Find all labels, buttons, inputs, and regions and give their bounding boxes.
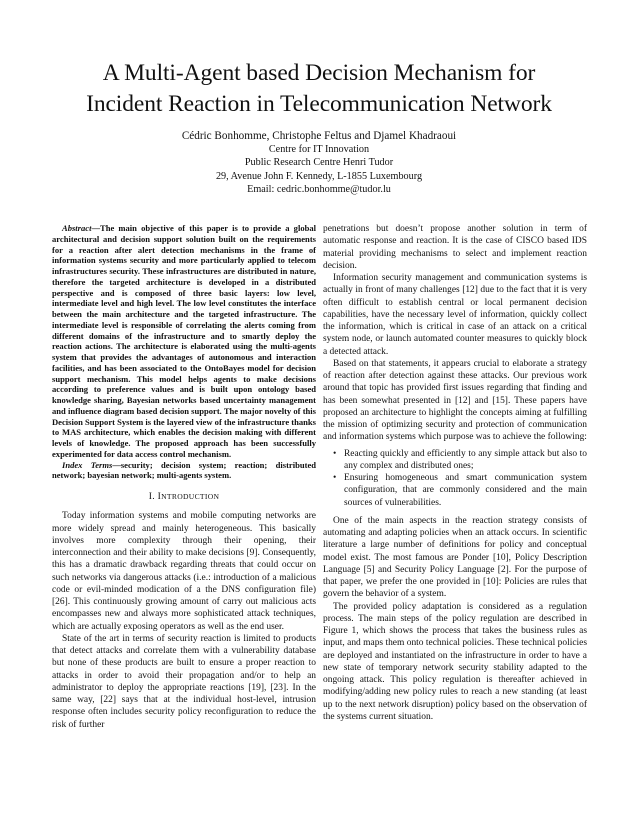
affiliation-line-2: Public Research Centre Henri Tudor (244, 157, 394, 169)
index-terms (52, 460, 316, 482)
section-title-first: I (157, 491, 162, 502)
index-terms-lead: Index Terms (62, 459, 113, 470)
abstract (52, 223, 316, 460)
abstract-lead: Abstract (62, 223, 92, 233)
objectives-list (333, 448, 587, 509)
affiliation-line-3: 29, Avenue John F. Kennedy, L-1855 Luxembourg (215, 170, 423, 182)
title-block (0, 58, 638, 197)
section-number: I. (148, 491, 155, 502)
right-paragraph-3: Based on that statements, it appears crucial to elaborate a strategy of reaction after detection against these attacks. Our previous work around that topic has provided first issues regarding that finding and has been somewhat presented in [12] and [15]. These papers have proposed an architecture to highlight the concepts aiming at fulfilling the mission of optimizing security and protection of communication and information systems which purpose was to achieve the following: (323, 358, 587, 443)
author-list: Cédric Bonhomme, Christophe Feltus and Djamel Khadraoui (181, 130, 457, 142)
list-item-text: Reacting quickly and efficiently to any simple attack but also to any complex and distributed ones; (344, 448, 587, 471)
right-paragraph-4: One of the main aspects in the reaction strategy consists of automating and adapting policies when an attack occurs. In scientific literature a large number of definitions for policy and conceptual model exist. The most famous are Ponder [10], Policy Description Language [5] and Security Policy Language [2]. For the purpose of that paper, we prefer the one provided in [10]: Policies are rules that govern the behavior of a system. (323, 515, 587, 600)
section-heading-introduction (52, 491, 316, 503)
list-item (333, 472, 587, 509)
title-line-1: A Multi-Agent based Decision Mechanism for (102, 60, 536, 86)
right-paragraph-5: The provided policy adaptation is considered as a regulation process. The main steps of the policy regulation are described in Figure 1, which shows the process that takes the business rules as input, and maps them onto technical policies. These technical policies are deployed and instantiated on the infrastructure in order to have a new state of temporary network security stability adapted to the ongoing attack. This policy regulation is thereafter achieved in modifying/adding new policy rules to reach a new standing (at least up to the next network disruption) policy based on the observation of the systems current situation. (323, 601, 587, 722)
right-paragraph-1: penetrations but doesn’t propose another solution in term of automatic response and reaction. It is the case of CISCO based IDS material providing mechanisms to select and implement reaction decision. (323, 224, 587, 271)
section-title-rest: NTRODUCTION (161, 492, 220, 501)
bullet-icon: • (333, 448, 337, 459)
affiliation-line-1: Centre for IT Innovation (268, 144, 370, 155)
title-line-2: Incident Reaction in Telecommunication Network (86, 91, 552, 117)
abstract-text: —The main objective of this paper is to provide a global architectural and decision support solution built on the requirements for a reaction after alert detection mechanisms in the frame of information systems security and more particularly applied to telecom infrastructures security. These infrastructures are distributed in nature, therefore the targeted architecture is developed in a distributed perspective and is composed of three basic layers: low level, intermediate level and high level. The low level constitutes the interface between the main architecture and the targeted infrastructure. The intermediate level is responsible of correlating the alerts coming from different domains of the infrastructure and to smartly deploy the reaction actions. The architecture is elaborated using the multi-agents system that provides the advantages of autonomous and interaction facilities, and has been associated to the OntoBayes model for decision support mechanism. This model helps agents to make decisions according to preference values and is built upon ontology based knowledge sharing, Bayesian networks based uncertainty management and influence diagram based decision support. The major novelty of this Decision Support System is the layered view of the infrastructure thanks to MAS architecture, which enables the decision making with different levels of knowledge. The proposed approach has been successfully experimented for data access control mechanism. (52, 223, 316, 459)
right-paragraph-2: Information security management and communication systems is actually in front of many challenges [12] due to the fact that it is very often difficult to establish central or local permanent decision capabilities, have the necessary level of information, quickly collect the information, which is critical in case of an attack on a critical system node, or launch automated counter measures to quickly block a detected attack. (323, 273, 587, 357)
paper-title (0, 58, 638, 120)
list-item (333, 448, 587, 473)
list-item-text: Ensuring homogeneous and smart communication system configuration, that are commonly considered and the main sources of vulnerabilities. (344, 473, 587, 508)
intro-paragraph-1: Today information systems and mobile computing networks are more widely spread and mainly heterogeneous. This basically involves more complexity through their opening, their interconnection and their ability to make decisions [9]. Consequently, this has a dramatic drawback regarding threats that could occur on such networks via dangerous attacks (i.e.: introduction of a malicious code or evil-minded modication of a the DNS configuration file) [26]. This continuously growing amount of carry out malicious acts encompasses new and always more sophisticated attack techniques, which are actually exposing operators as well as the end user. (52, 511, 316, 632)
intro-paragraph-2: State of the art in terms of security reaction is limited to products that detect attacks and correlate them with a vulnerability database but none of these products are built to ensure a proper reaction to attacks in order to avoid their propagation and/or to help an administrator to deploy the appropriate reactions [19], [23]. In the same way, [22] says that at the individual host-level, intrusion response often includes security policy reconfiguration to reduce the risk of further (52, 633, 316, 730)
left-column (52, 223, 316, 731)
author-email: Email: cedric.bonhomme@tudor.lu (247, 184, 391, 196)
index-terms-text: —security; decision system; reaction; distributed network; bayesian network; multi-agents system. (52, 459, 316, 481)
right-column (323, 223, 587, 723)
bullet-icon: • (333, 473, 337, 483)
